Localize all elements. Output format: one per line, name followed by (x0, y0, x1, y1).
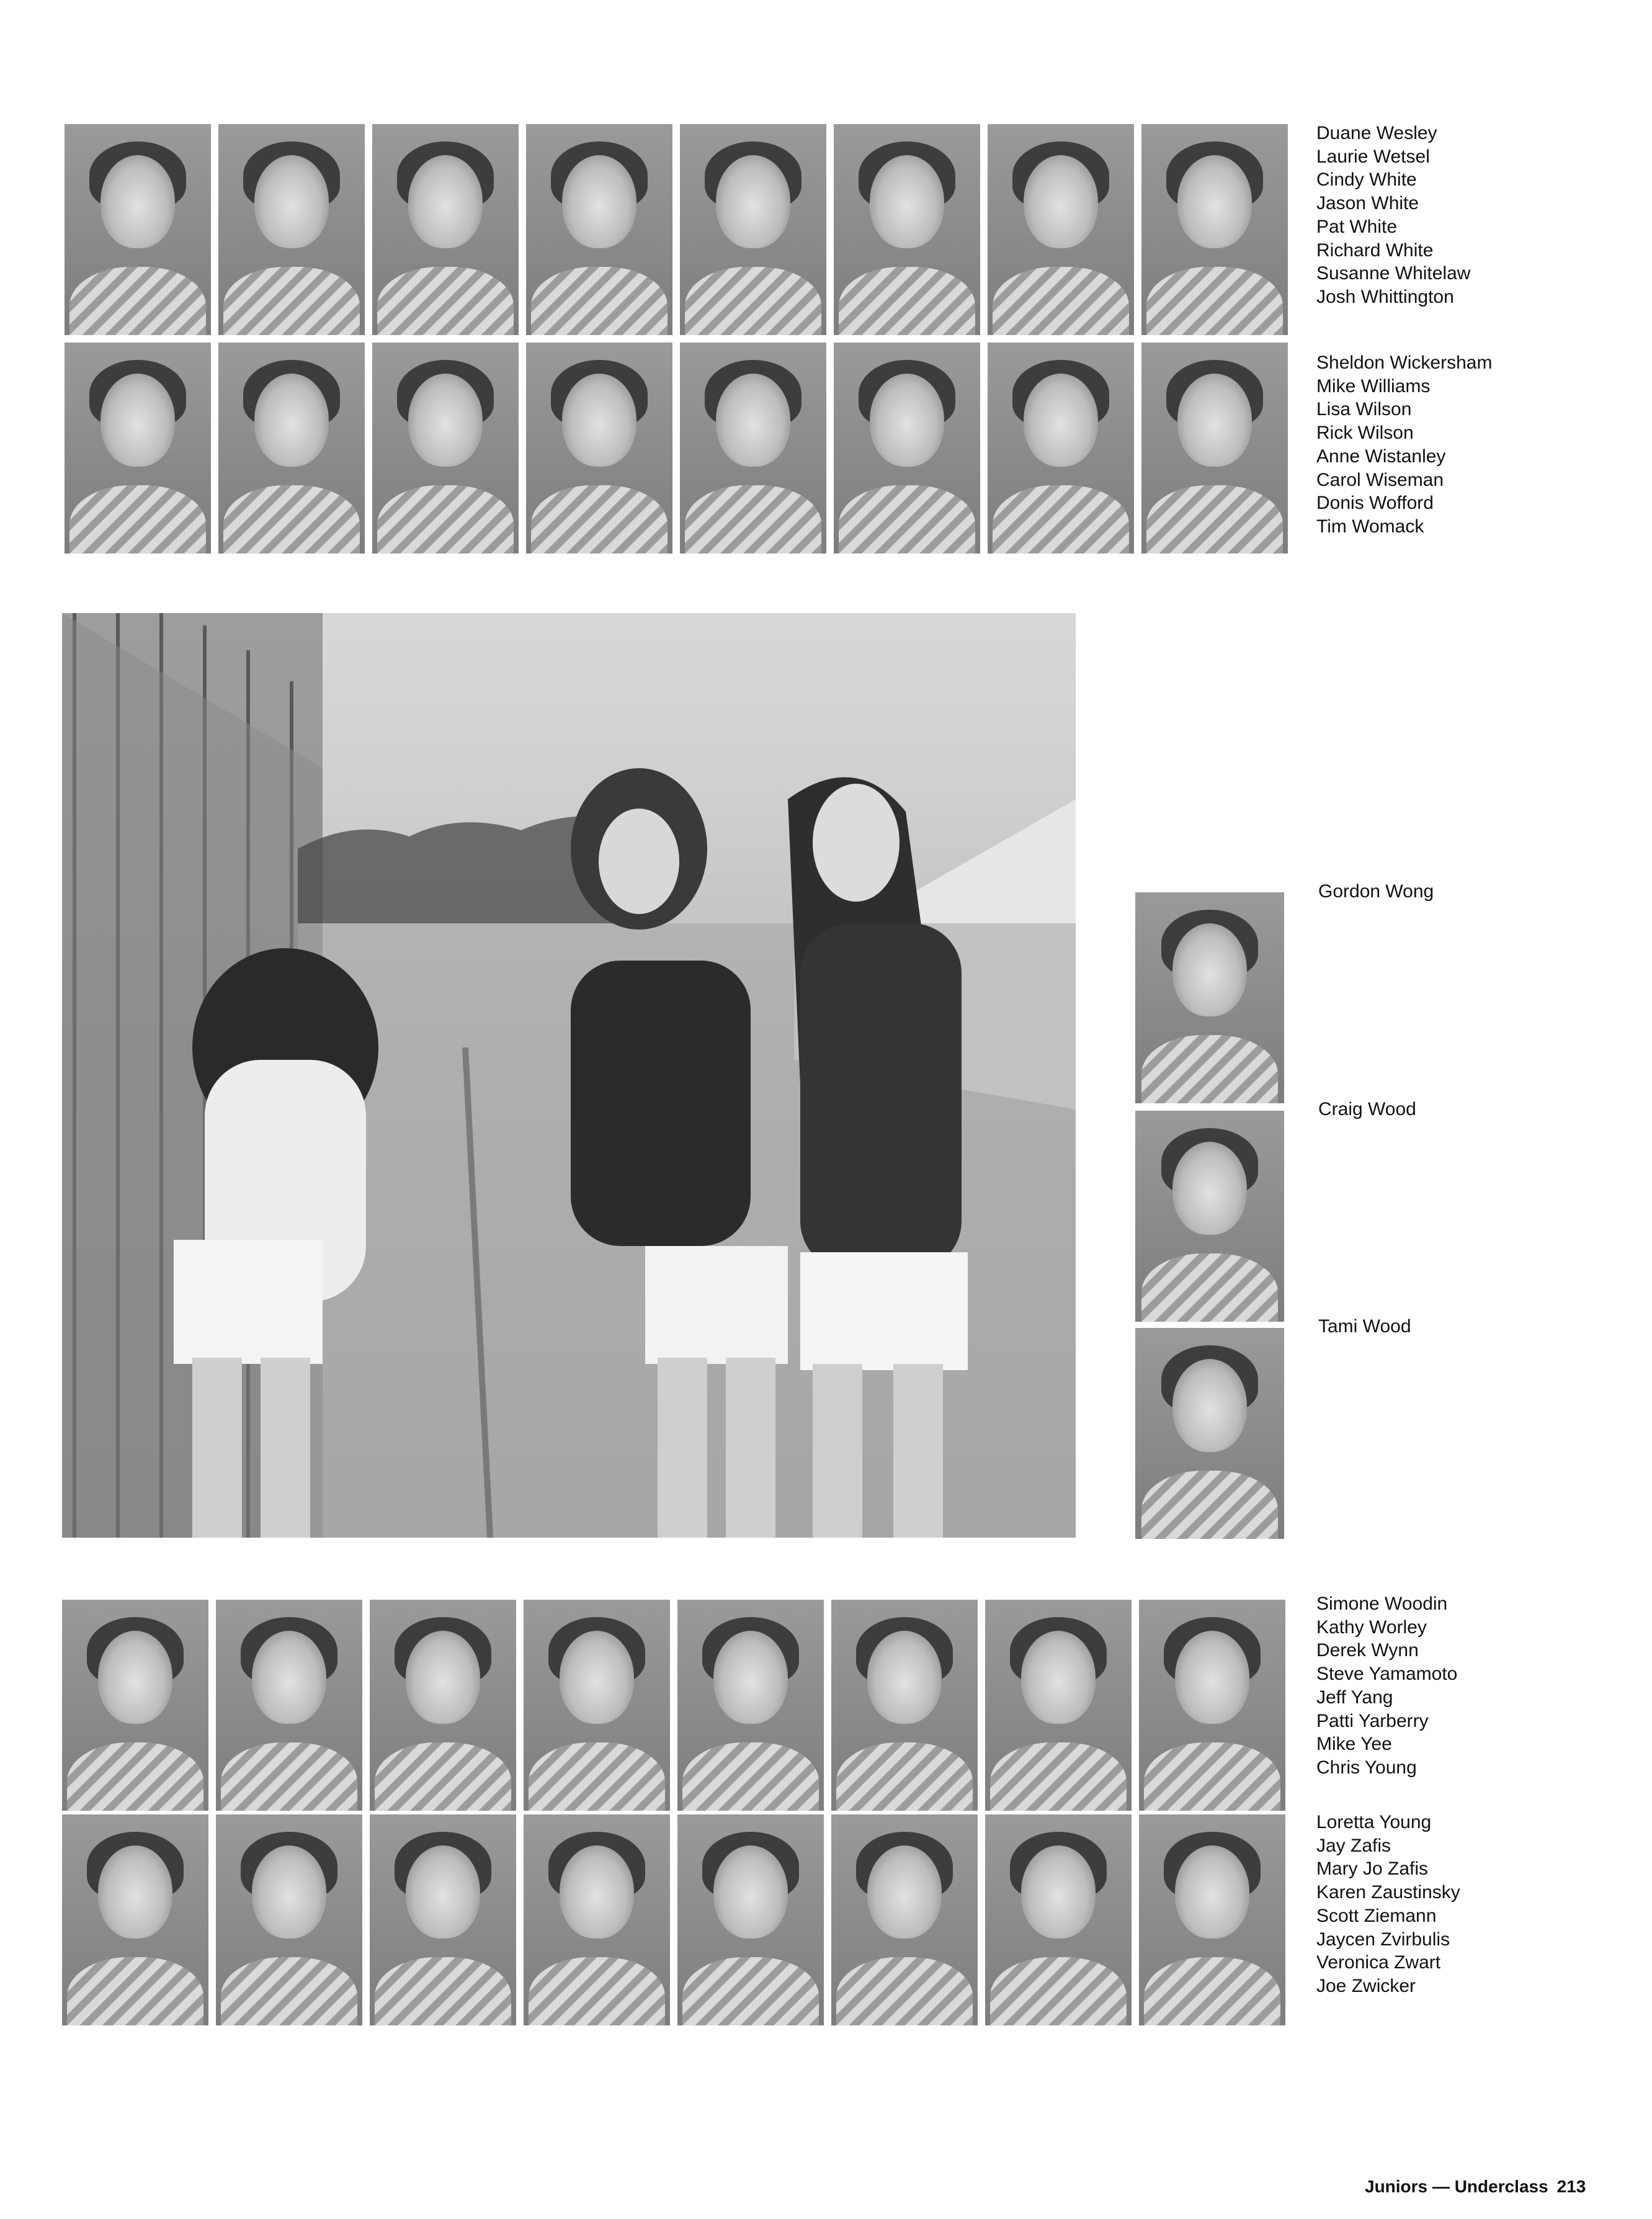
student-name: Kathy Worley (1316, 1616, 1427, 1638)
portrait-photo (370, 1814, 516, 2025)
student-name: Patti Yarberry (1316, 1710, 1429, 1731)
portrait-row-1 (65, 124, 1287, 335)
student-name: Mike Williams (1316, 375, 1431, 397)
portrait-photo (372, 124, 519, 335)
student-name: Tami Wood (1318, 1316, 1411, 1337)
portrait-photo (1141, 343, 1288, 554)
student-name: Jeff Yang (1316, 1687, 1393, 1708)
portrait-photo (370, 1600, 516, 1811)
portrait-photo (988, 343, 1134, 554)
portrait-photo (831, 1814, 978, 2025)
portrait-photo (1139, 1814, 1285, 2025)
portrait-row-3 (62, 1600, 1284, 1811)
student-name: Simone Woodin (1316, 1594, 1448, 1614)
student-name: Jaycen Zvirbulis (1316, 1929, 1450, 1950)
portrait-row-4 (62, 1814, 1284, 2025)
student-name: Craig Wood (1318, 1099, 1416, 1119)
student-name: Lisa Wilson (1316, 399, 1412, 420)
student-name: Scott Ziemann (1316, 1905, 1437, 1926)
name-list-row-2 (1316, 351, 1492, 539)
student-name: Anne Wistanley (1316, 446, 1446, 467)
portrait-photo (218, 124, 365, 335)
portrait-photo (1135, 892, 1284, 1103)
portrait-photo (524, 1814, 670, 2025)
student-name: Tim Womack (1316, 516, 1424, 537)
student-name: Jay Zafis (1316, 1835, 1391, 1856)
name-list-row-1 (1316, 122, 1470, 309)
candid-photo-drawing (62, 613, 1076, 1538)
portrait-photo (1139, 1600, 1285, 1811)
portrait-photo (677, 1600, 824, 1811)
portrait-row-2 (65, 343, 1287, 554)
section-label: Juniors — Underclass (1365, 2177, 1548, 2196)
student-name: Mary Jo Zafis (1316, 1858, 1429, 1880)
student-name: Laurie Wetsel (1316, 146, 1430, 167)
portrait-photo (526, 124, 672, 335)
student-name: Jason White (1316, 193, 1419, 214)
portrait-photo (985, 1600, 1132, 1811)
student-name: Sheldon Wickersham (1316, 352, 1493, 373)
portrait-photo (1141, 124, 1288, 335)
student-name: Loretta Young (1316, 1812, 1432, 1832)
portrait-photo (988, 124, 1134, 335)
portrait-photo (524, 1600, 670, 1811)
student-name: Steve Yamamoto (1316, 1664, 1458, 1685)
portrait-photo (218, 343, 365, 554)
portrait-photo (216, 1814, 362, 2025)
name-list-row-3 (1316, 1592, 1457, 1780)
portrait-photo (985, 1814, 1132, 2025)
student-name: Josh Whittington (1316, 286, 1454, 307)
portrait-photo (216, 1600, 362, 1811)
portrait-photo (526, 343, 672, 554)
page-number: 213 (1556, 2177, 1586, 2196)
portrait-photo (62, 1814, 208, 2025)
candid-photo (62, 613, 1076, 1538)
portrait-photo (65, 343, 211, 554)
student-name: Susanne Whitelaw (1316, 263, 1471, 284)
student-name: Carol Wiseman (1316, 469, 1444, 490)
portrait-photo (372, 343, 519, 554)
student-name: Derek Wynn (1316, 1640, 1419, 1661)
page-footer (1365, 2177, 1586, 2197)
portrait-photo (62, 1600, 208, 1811)
portrait-photo (834, 343, 980, 554)
student-name: Cindy White (1316, 169, 1417, 191)
portrait-photo (680, 124, 826, 335)
student-name: Richard White (1316, 240, 1434, 261)
portrait-photo (1135, 1111, 1284, 1322)
student-name: Veronica Zwart (1316, 1952, 1441, 1973)
portrait-photo (834, 124, 980, 335)
portrait-photo (65, 124, 211, 335)
student-name: Donis Wofford (1316, 493, 1434, 514)
portrait-photo (831, 1600, 978, 1811)
student-name: Mike Yee (1316, 1734, 1392, 1755)
student-name: Chris Young (1316, 1757, 1417, 1778)
name-list-row-4 (1316, 1811, 1460, 1998)
student-name: Pat White (1316, 216, 1398, 237)
portrait-photo (677, 1814, 824, 2025)
portrait-photo (1135, 1328, 1284, 1539)
student-name: Karen Zaustinsky (1316, 1882, 1460, 1903)
student-name: Joe Zwicker (1316, 1975, 1416, 1996)
student-name: Rick Wilson (1316, 423, 1414, 444)
student-name: Duane Wesley (1316, 123, 1437, 143)
portrait-photo (680, 343, 826, 554)
student-name: Gordon Wong (1318, 881, 1434, 902)
